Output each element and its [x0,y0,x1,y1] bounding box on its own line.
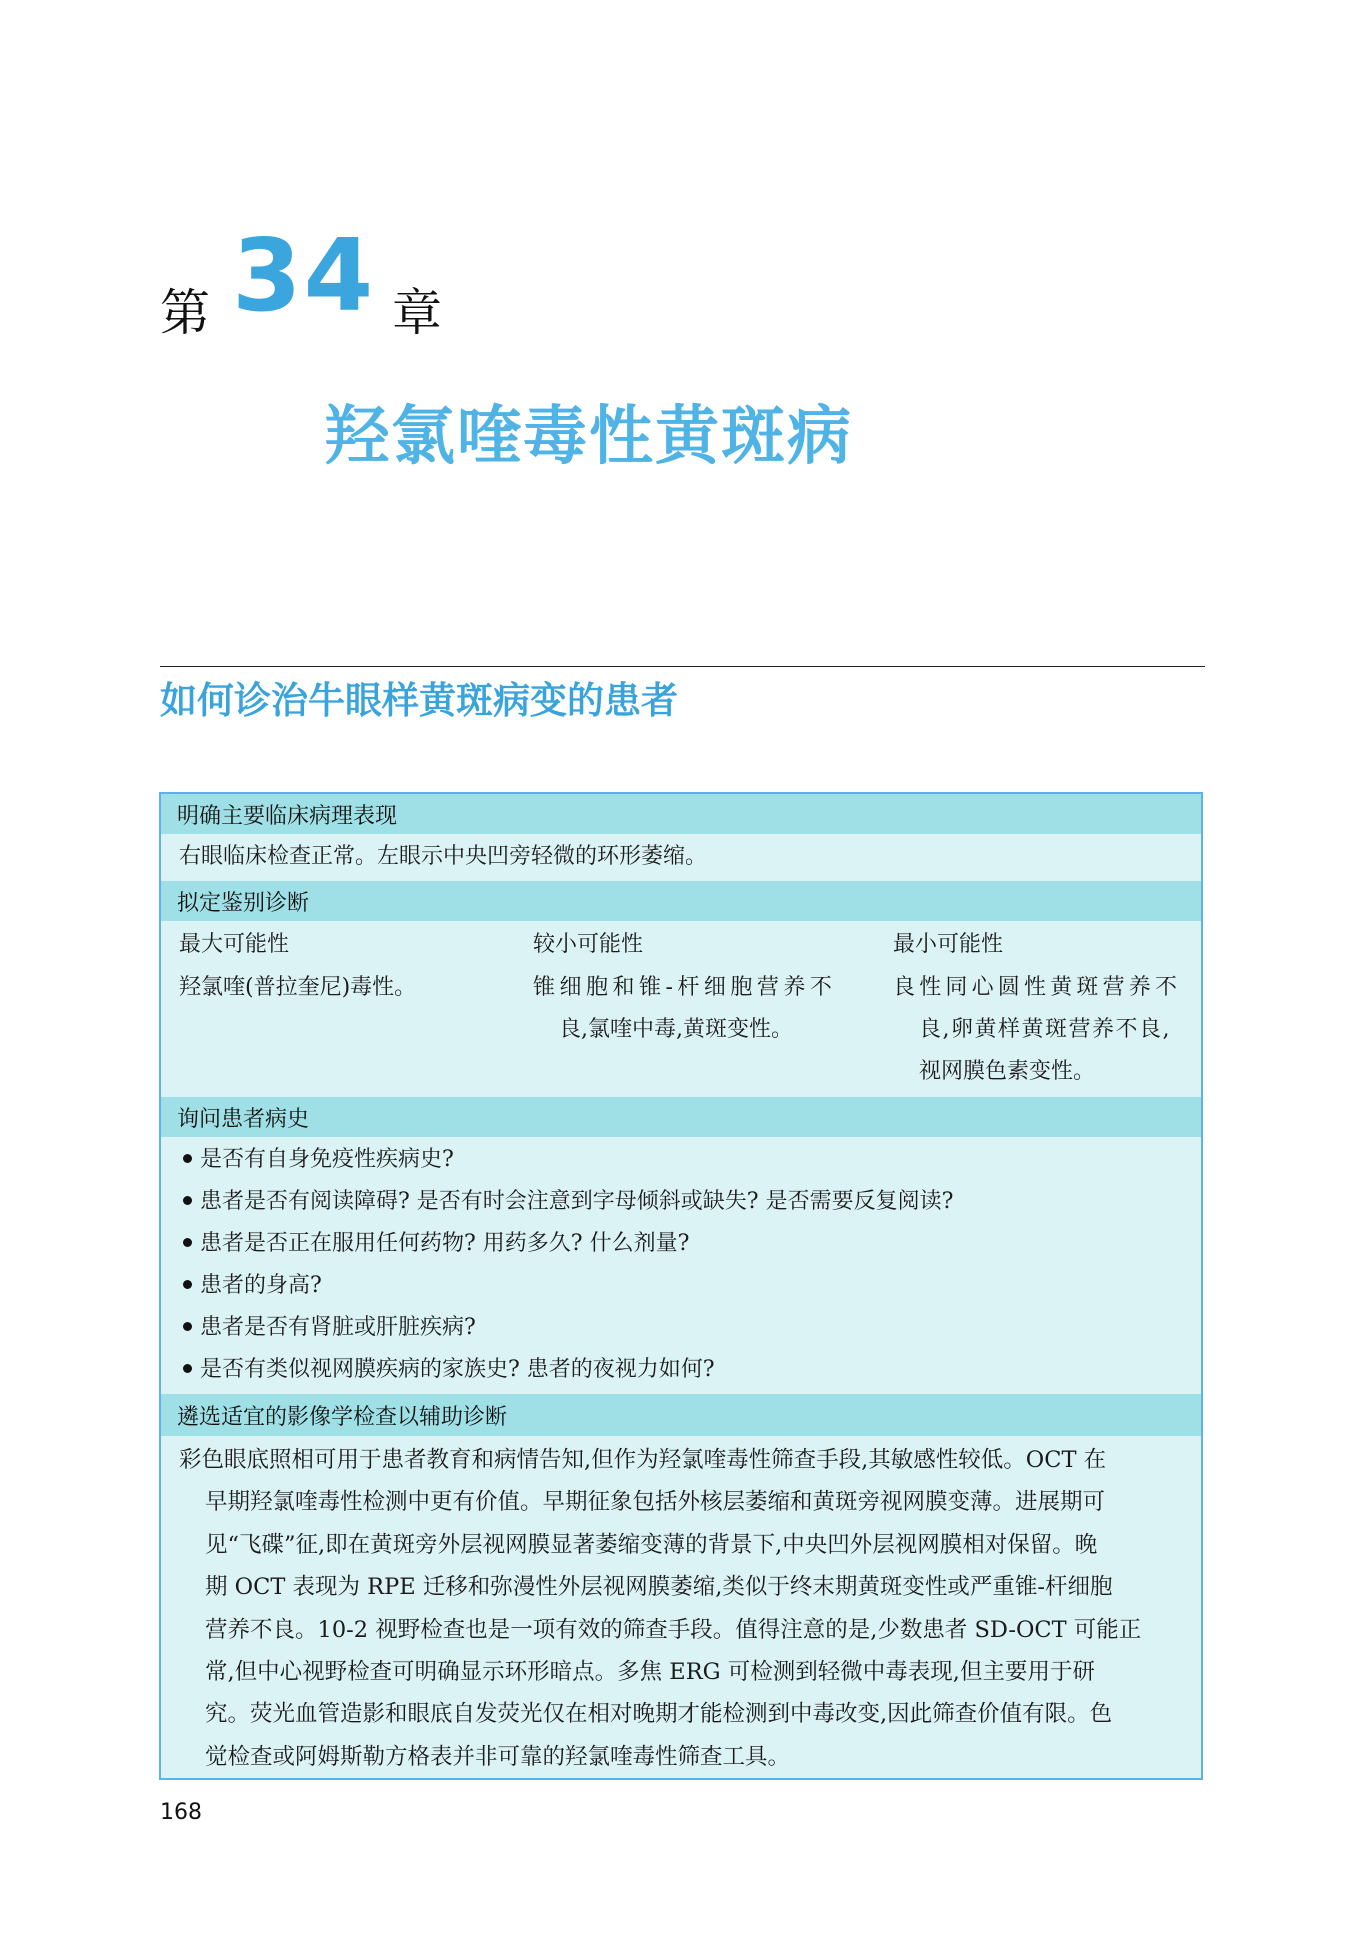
section-heading-history: 询问患者病史 [161,1097,1201,1137]
imaging-line: 觉检查或阿姆斯勒方格表并非可靠的羟氯喹毒性筛查工具。 [205,1743,791,1770]
history-item: 是否有类似视网膜疾病的家族史? 患者的夜视力如何? [183,1349,715,1391]
section-divider [160,666,1205,667]
imaging-line: 彩色眼底照相可用于患者教育和病情告知,但作为羟氯喹毒性筛查手段,其敏感性较低。OCT 在 [179,1447,1107,1473]
col1-line: 羟氯喹(普拉奎尼)毒性。 [179,975,417,1000]
bullet-icon [183,1280,192,1289]
section-heading-differential: 拟定鉴别诊断 [161,881,1201,921]
bullet-icon [183,1154,192,1163]
col2-line: 锥细胞和锥-杆细胞营养不 [533,975,837,1000]
col3-line: 良,卵黄样黄斑营养不良, [919,1017,1171,1042]
history-item: 是否有自身免疫性疾病史? [183,1139,454,1181]
history-item: 患者是否有阅读障碍? 是否有时会注意到字母倾斜或缺失? 是否需要反复阅读? [183,1181,953,1223]
imaging-line: 究。荧光血管造影和眼底自发荧光仅在相对晚期才能检测到中毒改变,因此筛查价值有限。色 [205,1701,1113,1728]
chapter-prefix: 第 [160,284,210,342]
section-title: 如何诊治牛眼样黄斑病变的患者 [160,678,678,722]
imaging-line: 早期羟氯喹毒性检测中更有价值。早期征象包括外核层萎缩和黄斑旁视网膜变薄。进展期可 [205,1489,1106,1516]
col3-heading: 最小可能性 [893,932,1004,957]
imaging-line: 营养不良。10-2 视野检查也是一项有效的筛查手段。值得注意的是,少数患者 SD-OCT 可能正 [205,1616,1142,1643]
diagnosis-box [159,792,1203,1780]
imaging-line: 常,但中心视野检查可明确显示环形暗点。多焦 ERG 可检测到轻微中毒表现,但主要用于研 [205,1659,1095,1686]
clinical-text: 右眼临床检查正常。左眼示中央凹旁轻微的环形萎缩。 [179,844,708,869]
imaging-paragraph [179,1439,1184,1778]
col2-line: 良,氯喹中毒,黄斑变性。 [559,1017,793,1042]
history-item: 患者是否有肾脏或肝脏疾病? [183,1307,476,1349]
chapter-suffix: 章 [392,284,442,342]
history-item: 患者的身高? [183,1265,322,1307]
history-item: 患者是否正在服用任何药物? 用药多久? 什么剂量? [183,1223,689,1265]
imaging-line: 见“飞碟”征,即在黄斑旁外层视网膜显著萎缩变薄的背景下,中央凹外层视网膜相对保留。晚 [205,1531,1098,1558]
col3-line: 视网膜色素变性。 [919,1059,1096,1084]
bullet-icon [183,1322,192,1331]
section-heading-imaging: 遴选适宜的影像学检查以辅助诊断 [161,1394,1201,1436]
col1-heading: 最大可能性 [179,932,290,957]
bullet-icon [183,1196,192,1205]
chapter-title: 羟氯喹毒性黄斑病 [325,400,853,474]
col2-heading: 较小可能性 [533,932,644,957]
page-number: 168 [160,1800,202,1825]
bullet-icon [183,1238,192,1247]
section-heading-clinical: 明确主要临床病理表现 [161,794,1201,834]
chapter-number: 34 [232,217,376,334]
col3-line: 良性同心圆性黄斑营养不 [893,975,1182,1000]
imaging-line: 期 OCT 表现为 RPE 迁移和弥漫性外层视网膜萎缩,类似于终末期黄斑变性或严重锥-杆细胞 [205,1574,1113,1601]
bullet-icon [183,1364,192,1373]
